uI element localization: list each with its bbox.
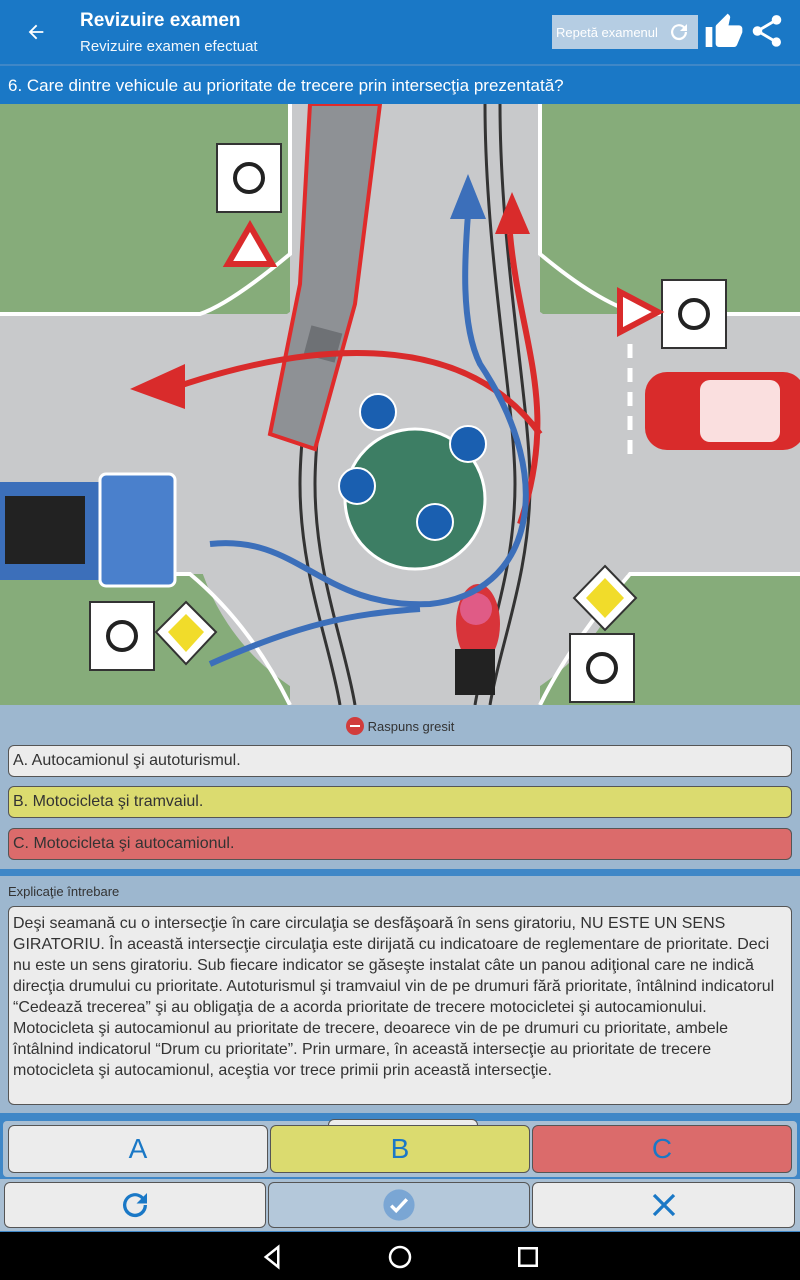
answer-option-a[interactable]: A. Autocamionul şi autoturismul. — [8, 745, 792, 777]
answers-panel — [0, 705, 800, 869]
close-icon — [649, 1190, 679, 1220]
choice-button-b[interactable]: B — [270, 1125, 530, 1173]
explanation-text[interactable]: Deşi seamană cu o intersecţie în care circulaţia se desfăşoară în sens giratoriu, NU ESTE UN SENS GIRATORIU. În această intersecţie circulaţia este dirijată cu indicatoare de reglementare de prioritate. Deci nu este un sens giratoriu. Sub fiecare indicator se găseşte instalat câte un panou adiţional care ne indică direcţia drumului cu prioritate. Autoturismul şi tramvaiul vin de pe drumuri fără prioritate, întâlnind indicatorul “Cedează trecerea” şi au obligaţia de a acorda prioritate de trecere motocicletei şi autocamionului. Motocicleta şi autocamionul au prioritate de trecere, deoarece vin de pe drumuri cu prioritate, ambele întâlnind indicatorul “Drum cu prioritate”. Prin urmare, în această intersecţie au prioritate de trecere motocicleta şi autocamionul, aceştia vor trece primii prin această intersecţie. — [8, 906, 792, 1105]
result-status — [0, 717, 800, 735]
refresh-icon — [666, 20, 692, 44]
choice-row — [3, 1121, 797, 1177]
wrong-answer-icon — [346, 717, 364, 735]
reset-answer-button[interactable] — [4, 1182, 266, 1228]
result-status-text: Raspuns gresit — [367, 719, 455, 734]
answer-controls — [0, 1118, 800, 1232]
nav-back-icon — [257, 1242, 287, 1272]
action-row — [0, 1179, 800, 1231]
thumbs-up-icon — [704, 12, 744, 52]
repeat-exam-label: Repetă examenul — [556, 24, 658, 40]
page-subtitle: Revizuire examen efectuat — [80, 38, 258, 55]
question-text: 6. Care dintre vehicule au prioritate de trecere prin intersecţia prezentată? — [0, 66, 800, 104]
check-circle-icon — [382, 1188, 416, 1222]
repeat-exam-button[interactable] — [552, 15, 698, 49]
back-button[interactable] — [18, 14, 54, 50]
share-icon — [748, 12, 786, 50]
explanation-panel — [0, 876, 800, 1113]
answer-option-b[interactable]: B. Motocicleta şi tramvaiul. — [8, 786, 792, 818]
nav-recents-button[interactable] — [513, 1242, 543, 1272]
share-button[interactable] — [748, 12, 788, 52]
nav-recents-icon — [513, 1242, 543, 1272]
intersection-illustration — [0, 104, 800, 705]
like-button[interactable] — [704, 12, 744, 52]
close-button[interactable] — [532, 1182, 795, 1228]
arrow-left-icon — [25, 21, 47, 43]
system-nav-bar — [0, 1232, 800, 1280]
explanation-label: Explicaţie întrebare — [8, 884, 120, 899]
choice-button-a[interactable]: A — [8, 1125, 268, 1173]
confirm-answer-button[interactable] — [268, 1182, 530, 1228]
answer-option-c[interactable]: C. Motocicleta şi autocamionul. — [8, 828, 792, 860]
app-bar — [0, 0, 800, 64]
refresh-icon — [117, 1187, 153, 1223]
choice-button-c[interactable]: C — [532, 1125, 792, 1173]
nav-home-icon — [385, 1242, 415, 1272]
nav-back-button[interactable] — [257, 1242, 287, 1272]
page-title: Revizuire examen — [80, 10, 241, 31]
nav-home-button[interactable] — [385, 1242, 415, 1272]
